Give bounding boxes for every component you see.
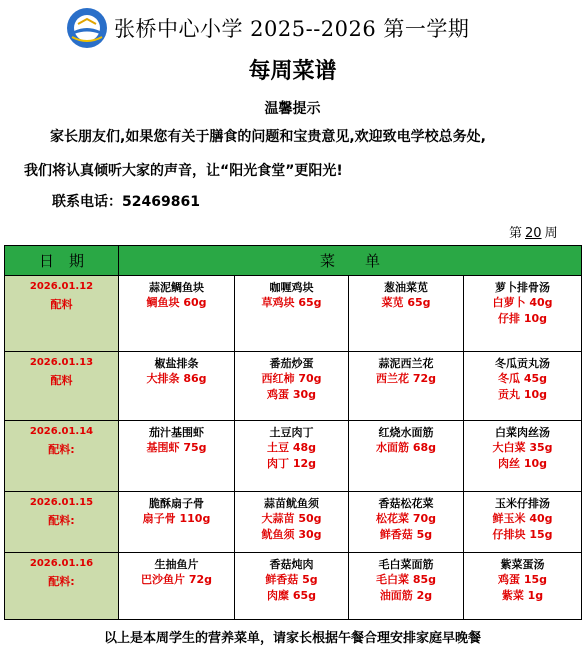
dish-name: 香菇炖肉	[269, 558, 314, 571]
table-row	[5, 276, 582, 352]
dish-name: 玉米仔排汤	[495, 497, 550, 510]
date-cell	[5, 421, 119, 492]
dish-cell	[464, 492, 582, 553]
dish-ingredient: 鸡蛋 15g	[498, 573, 548, 586]
dish-name: 蒜泥西兰花	[378, 357, 434, 370]
dish-cell	[464, 421, 582, 492]
ingredients-label: 配料:	[48, 575, 75, 588]
dish-name: 椒盐排条	[154, 357, 199, 370]
dish-name: 脆酥扇子骨	[149, 497, 204, 510]
dish-name: 茄汁基围虾	[149, 426, 204, 439]
dish-ingredient: 鲷鱼块 60g	[146, 296, 207, 309]
dish-cell	[349, 352, 464, 421]
dish-name: 冬瓜贡丸汤	[495, 357, 550, 370]
dish-cell	[349, 492, 464, 553]
table-row	[5, 352, 582, 421]
week-suffix: 周	[544, 226, 558, 241]
dish-ingredient: 大白菜 35g	[492, 441, 553, 454]
dish-ingredient: 鲜玉米 40g	[492, 512, 553, 525]
dish-ingredient: 水面筋 68g	[375, 441, 436, 454]
dish-ingredient: 肉糜 65g	[266, 589, 316, 602]
dish-name: 土豆肉丁	[269, 426, 314, 439]
dish-cell	[349, 421, 464, 492]
dish-cell	[119, 421, 235, 492]
footer-note: 以上是本周学生的营养菜单，请家长根据午餐合理安排家庭早晚餐	[103, 631, 481, 646]
dish-ingredient: 草鸡块 65g	[261, 296, 322, 309]
dish-cell	[464, 352, 582, 421]
dish-ingredient: 白萝卜 40g	[492, 296, 553, 309]
dish-name: 紫菜蛋汤	[500, 558, 545, 571]
dish-name: 白菜肉丝汤	[495, 426, 550, 439]
table-row	[5, 492, 582, 553]
dish-ingredient: 肉丝 10g	[498, 457, 548, 470]
date-text: 2026.01.16	[29, 558, 94, 569]
date-text: 2026.01.13	[29, 357, 94, 368]
dish-cell	[119, 352, 235, 421]
dish-ingredient: 肉丁 12g	[266, 457, 316, 470]
ingredients-label: 配料	[50, 298, 73, 311]
date-cell	[5, 352, 119, 421]
dish-ingredient: 冬瓜 45g	[498, 372, 548, 385]
dish-ingredient: 鲜香菇 5g	[265, 573, 318, 586]
dish-name: 蒜泥鲷鱼块	[149, 281, 204, 294]
dish-ingredient: 仔排块 15g	[492, 528, 553, 541]
date-cell	[5, 553, 119, 620]
dish-ingredient: 仔排 10g	[498, 312, 548, 325]
date-text: 2026.01.15	[29, 497, 94, 508]
menu-title: 每周菜谱	[248, 59, 337, 84]
dish-ingredient: 大排条 86g	[146, 372, 207, 385]
dish-name: 生抽鱼片	[154, 558, 199, 571]
header	[66, 10, 469, 46]
dish-name: 蒜苗鱿鱼须	[264, 497, 319, 510]
date-text: 2026.01.12	[29, 281, 94, 292]
dish-cell	[235, 492, 349, 553]
dish-name: 毛白菜面筋	[378, 558, 434, 571]
dish-name: 番茄炒蛋	[269, 357, 314, 370]
dish-name: 萝卜排骨汤	[495, 281, 550, 294]
dish-cell	[235, 276, 349, 352]
dish-cell	[235, 421, 349, 492]
date-cell	[5, 276, 119, 352]
week-prefix: 第	[509, 226, 523, 241]
ingredients-label: 配料:	[48, 443, 75, 456]
dish-ingredient: 鱿鱼须 30g	[261, 528, 322, 541]
dish-ingredient: 鲜香菇 5g	[379, 528, 433, 541]
dish-ingredient: 扇子骨 110g	[142, 512, 211, 525]
dish-ingredient: 基围虾 75g	[146, 441, 207, 454]
dish-cell	[349, 276, 464, 352]
dish-ingredient: 西兰花 72g	[375, 372, 436, 385]
contact-phone: 联系电话：52469861	[52, 194, 200, 210]
dish-ingredient: 大蒜苗 50g	[261, 512, 322, 525]
dish-ingredient: 巴沙鱼片 72g	[140, 573, 212, 586]
notice-line-1: 家长朋友们,如果您有关于膳食的问题和宝贵意见,欢迎致电学校总务处,	[50, 129, 486, 145]
date-text: 2026.01.14	[29, 426, 94, 437]
dish-cell	[464, 276, 582, 352]
dish-cell	[349, 553, 464, 620]
dish-cell	[119, 276, 235, 352]
week-number: 20	[525, 226, 542, 241]
dish-ingredient: 毛白菜 85g	[375, 573, 436, 586]
dish-name: 香菇松花菜	[378, 497, 434, 510]
dish-name: 咖喱鸡块	[269, 281, 314, 294]
dish-name: 葱油菜苋	[384, 281, 428, 294]
dish-ingredient: 紫菜 1g	[501, 589, 544, 602]
table-row	[5, 553, 582, 620]
menu-table	[4, 245, 582, 620]
table-header-row	[5, 246, 582, 276]
dish-name: 红烧水面筋	[378, 426, 434, 439]
notice-line-2: 我们将认真倾听大家的声音，让“阳光食堂”更阳光!	[24, 163, 343, 179]
dish-cell	[235, 352, 349, 421]
ingredients-label: 配料	[50, 374, 73, 387]
dish-ingredient: 鸡蛋 30g	[266, 388, 316, 401]
dish-ingredient: 贡丸 10g	[498, 388, 548, 401]
dish-cell	[235, 553, 349, 620]
dish-ingredient: 土豆 48g	[266, 441, 316, 454]
menu-column-header: 菜 单	[119, 246, 582, 276]
dish-ingredient: 西红柿 70g	[261, 372, 322, 385]
dish-cell	[464, 553, 582, 620]
ingredients-label: 配料:	[48, 514, 75, 527]
week-label	[509, 222, 558, 241]
date-cell	[5, 492, 119, 553]
school-logo-icon	[66, 7, 108, 49]
school-title: 张桥中心小学 2025--2026 第一学期	[114, 17, 470, 41]
notice-title: 温馨提示	[264, 101, 321, 117]
dish-cell	[119, 492, 235, 553]
dish-ingredient: 油面筋 2g	[379, 589, 433, 602]
date-column-header: 日 期	[5, 246, 119, 276]
dish-ingredient: 松花菜 70g	[375, 512, 436, 525]
table-row	[5, 421, 582, 492]
dish-cell	[119, 553, 235, 620]
dish-ingredient: 菜苋 65g	[381, 296, 431, 309]
